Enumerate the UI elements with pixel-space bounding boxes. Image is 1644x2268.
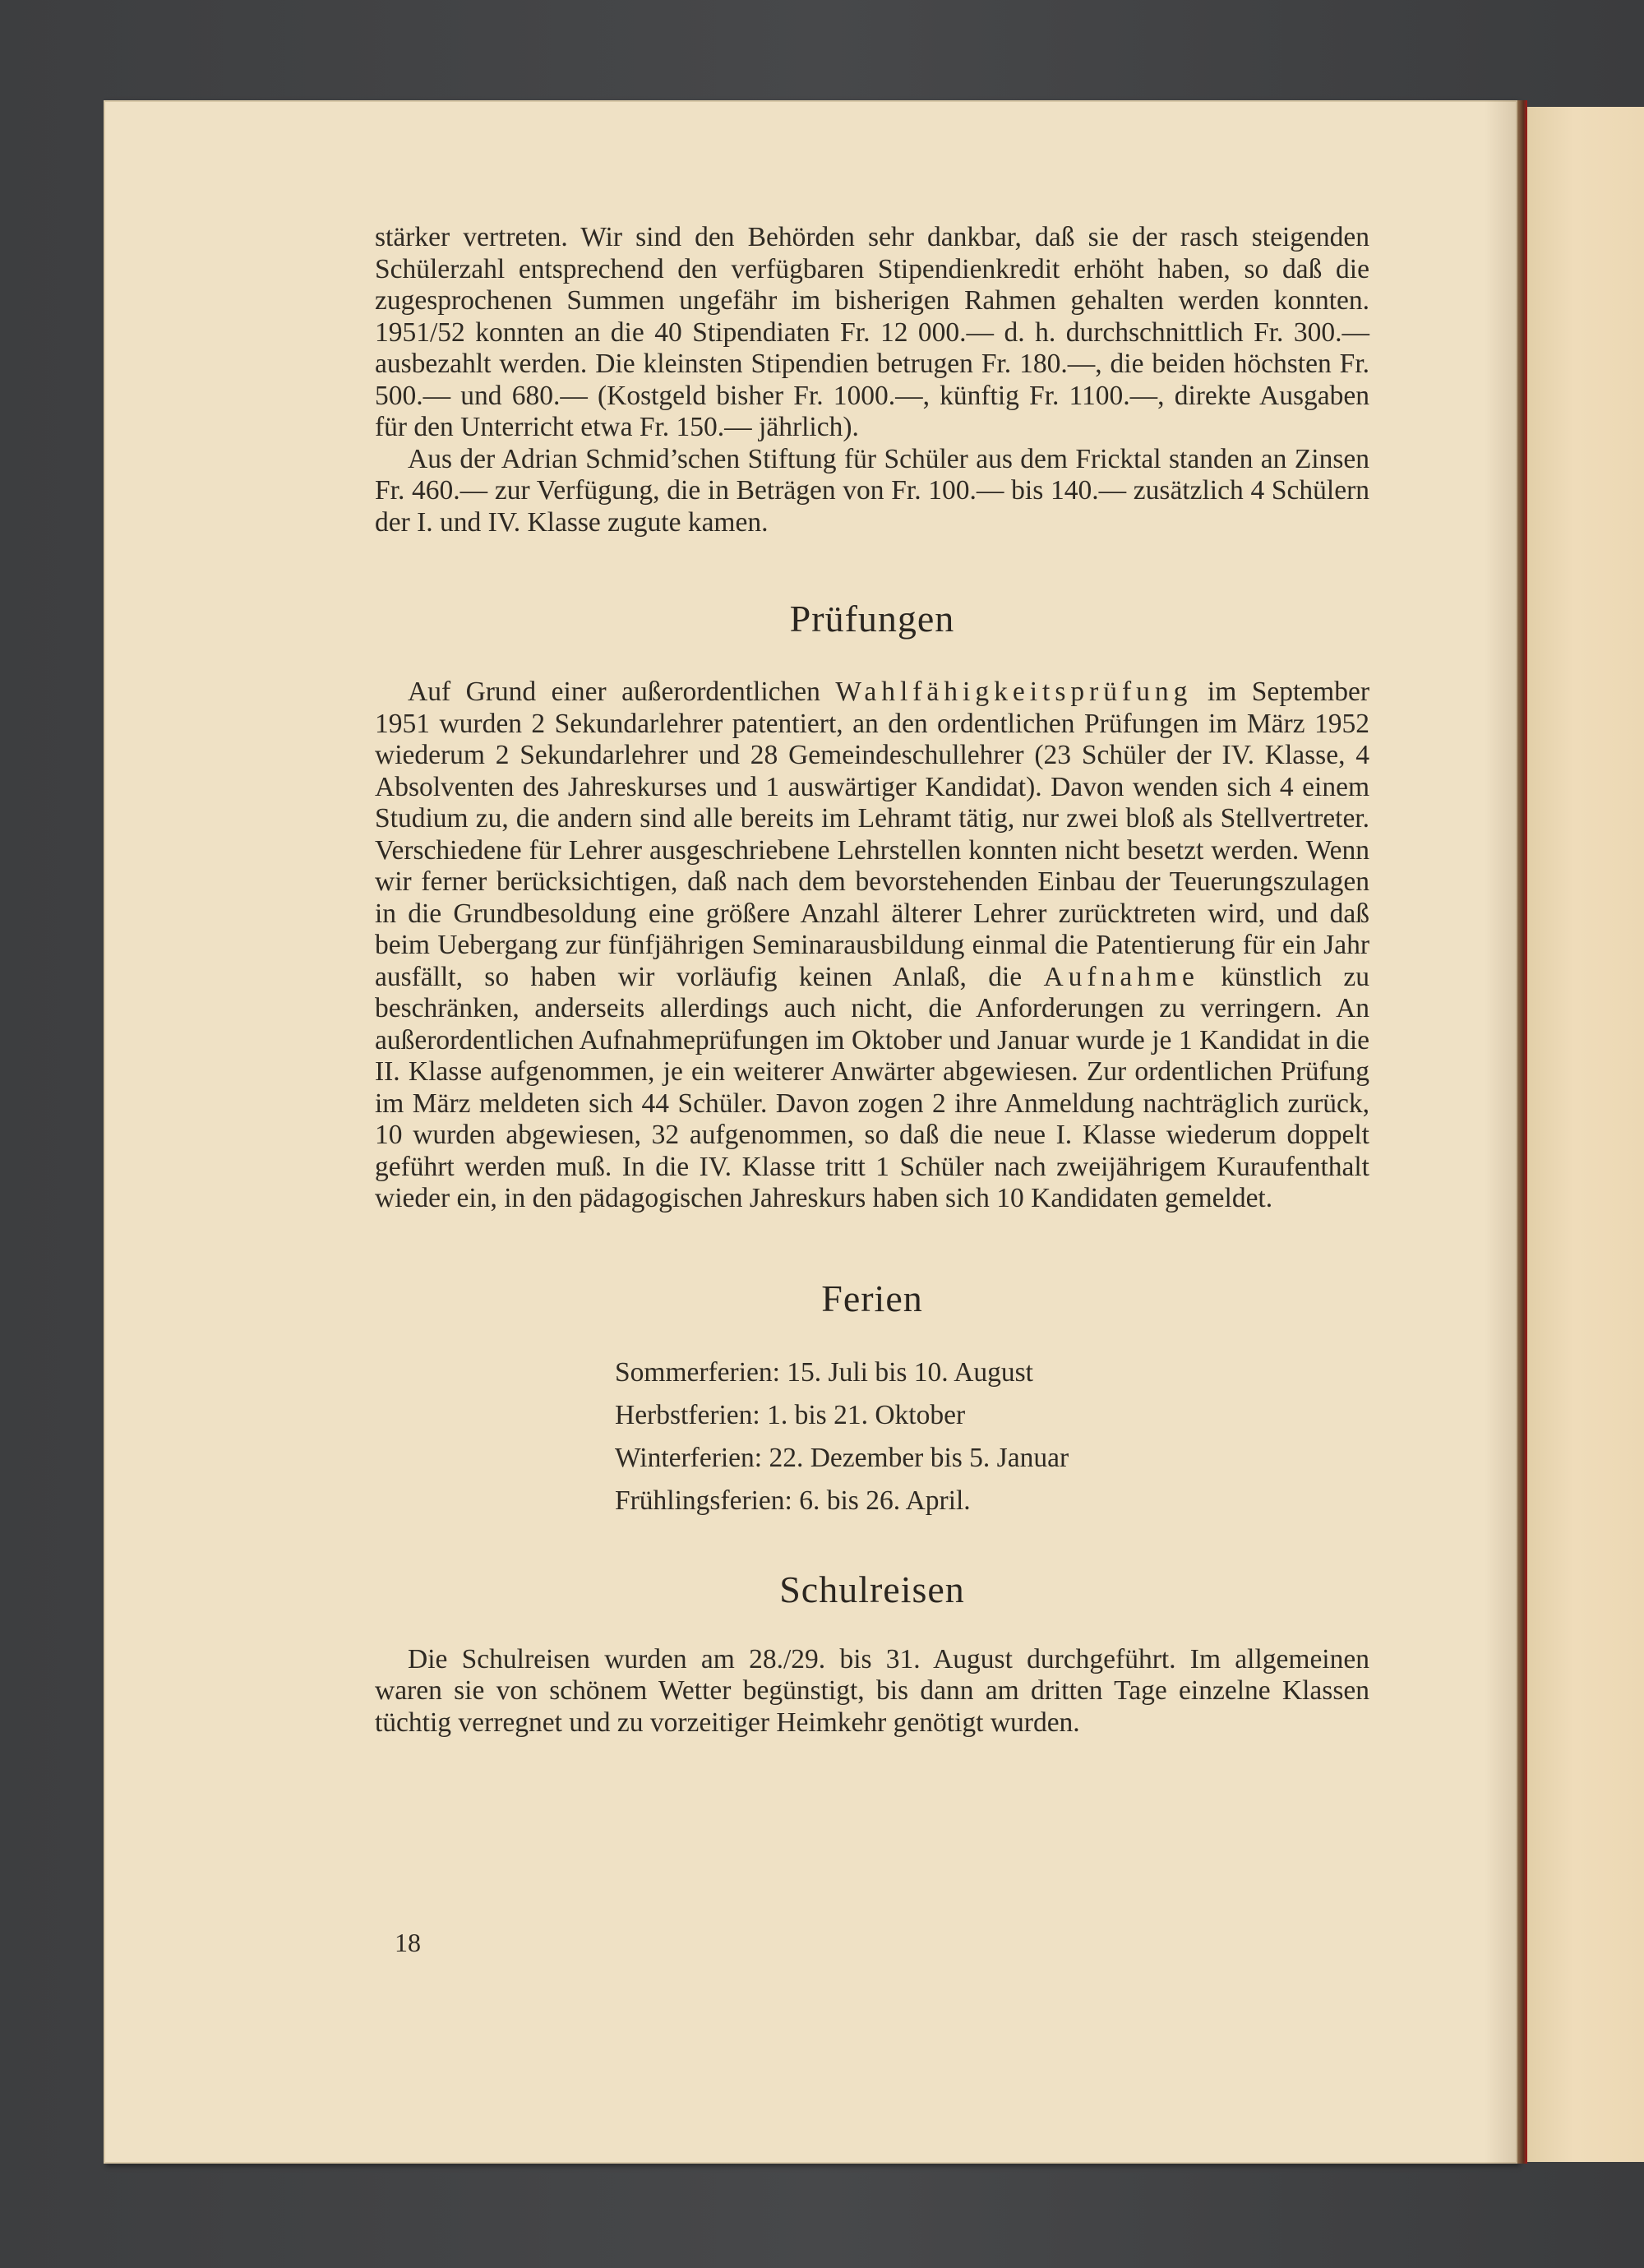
spaced-term-wahlfaehigkeitspruefung: Wahlfähigkeitsprüfung bbox=[835, 677, 1193, 707]
paragraph-stiftung: Aus der Adrian Schmid’schen Stiftung für Schüler aus dem Fricktal standen an Zinsen Fr. 460.— zur Verfügung, die in Beträgen von Fr. 100.— bis 140.— zusätzlich 4 Schülern der I. und IV. Klasse zugute kamen. bbox=[375, 443, 1369, 538]
pruefungen-text-c: künstlich zu beschränken, anderseits allerdings auch nicht, die Anforderungen zu verringern. An außerordentlichen Aufnahmeprüfungen im Oktober und Januar wurde je 1 Kandidat in die II. Klasse aufgenommen, je ein weiterer Anwärter abgewiesen. Zur ordentlichen Prüfung im März meldeten sich 44 Schüler. Davon zogen 2 ihre Anmeldung nachträglich zurück, 10 wurden abgewiesen, 32 aufgenommen, so daß die neue I. Klasse wiederum doppelt geführt werden muß. In die IV. Klasse tritt 1 Schüler nach zweijährigem Kuraufenthalt wieder ein, in den pädagogischen Jahreskurs haben sich 10 Kandidaten gemeldet. bbox=[375, 961, 1369, 1213]
paragraph-stipendien: stärker vertreten. Wir sind den Behörden sehr dankbar, daß sie der rasch steigenden Schülerzahl entsprechend den verfügbaren Stipendienkredit erhöht haben, so daß die zugesprochenen Summen ungefähr im bisherigen Rahmen gehalten werden konnten. 1951/52 konnten an die 40 Stipendiaten Fr. 12 000.— d. h. durchschnittlich Fr. 300.— ausbezahlt werden. Die kleinsten Stipendien betrugen Fr. 180.—, die beiden höchsten Fr. 500.— und 680.— (Kostgeld bisher Fr. 1000.—, künftig Fr. 1100.—, direkte Ausgaben für den Unterricht etwa Fr. 150.— jährlich). bbox=[375, 222, 1369, 442]
heading-schulreisen: Schulreisen bbox=[779, 1568, 965, 1610]
paragraph-pruefungen bbox=[375, 677, 1369, 1215]
spaced-term-aufnahme: Aufnahme bbox=[1043, 961, 1199, 992]
book-gutter bbox=[1517, 100, 1527, 2164]
ferien-winter: Winterferien: 22. Dezember bis 5. Januar bbox=[615, 1442, 1069, 1473]
heading-ferien: Ferien bbox=[821, 1277, 923, 1319]
ferien-fruehling: Frühlingsferien: 6. bis 26. April. bbox=[615, 1485, 971, 1516]
adjacent-page-edge bbox=[1527, 107, 1644, 2162]
pruefungen-text-a: Auf Grund einer außerordentlichen bbox=[408, 677, 836, 707]
paragraph-schulreisen: Die Schulreisen wurden am 28./29. bis 31. August durchgeführt. Im allgemeinen waren sie von schönem Wetter begünstigt, bis dann am dritten Tage einzelne Klassen tüchtig verregnet und zu vorzeitiger Heimkehr genötigt wurden. bbox=[375, 1643, 1369, 1738]
ferien-list bbox=[615, 1351, 1369, 1522]
page-number: 18 bbox=[395, 1928, 421, 1957]
ferien-sommer: Sommerferien: 15. Juli bis 10. August bbox=[615, 1356, 1033, 1388]
page-content bbox=[375, 222, 1369, 1739]
ferien-herbst: Herbstferien: 1. bis 21. Oktober bbox=[615, 1399, 966, 1430]
pruefungen-text-b: im September 1951 wurden 2 Sekundarlehrer patentiert, an den ordentlichen Prüfungen im März 1952 wiederum 2 Sekundarlehrer und 28 Gemeindeschullehrer (23 Schüler der IV. Klasse, 4 Absolventen des Jahreskurses und 1 auswärtiger Kandidat). Davon wenden sich 4 einem Studium zu, die andern sind alle bereits im Lehramt tätig, nur zwei bloß als Stellvertreter. Verschiedene für Lehrer ausgeschriebene Lehrstellen konnten nicht besetzt werden. Wenn wir ferner berücksichtigen, daß nach dem bevorstehenden Einbau der Teuerungszulagen in die Grundbesoldung eine größere Anzahl älterer Lehrer zurücktreten wird, und daß beim Uebergang zur fünfjährigen Seminarausbildung einmal die Patentierung für ein Jahr ausfällt, so haben wir vorläufig keinen Anlaß, die bbox=[375, 677, 1369, 992]
heading-pruefungen: Prüfungen bbox=[789, 598, 955, 640]
